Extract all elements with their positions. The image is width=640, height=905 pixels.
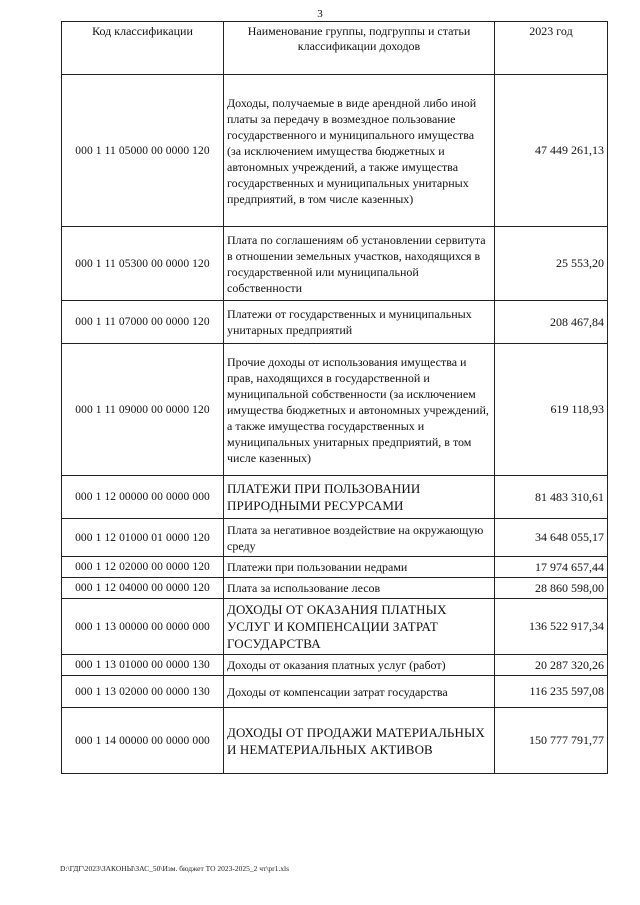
row-name: Доходы, получаемые в виде арендной либо иной платы за передачу в возмездное пользование государственного и муниципального имущества (за исключением имущества бюджетных и автономных учреждений, а также имущества государственных и муниципальных унитарных предприятий, в том числе казенных) (224, 75, 495, 227)
table-row (62, 301, 608, 344)
table-row (62, 578, 608, 599)
row-name: Плата за использование лесов (224, 578, 495, 599)
file-path-footer: D:\ГДГ\2023\ЗАКОНЫ\ЗАС_50\Изм. бюджет ТО 2023-2025_2 чт\pr1.xls (60, 864, 290, 873)
row-code: 000 1 12 02000 00 0000 120 (62, 557, 224, 578)
row-amount: 208 467,84 (495, 301, 608, 344)
row-name: Платежи при пользовании недрами (224, 557, 495, 578)
row-code: 000 1 12 04000 00 0000 120 (62, 578, 224, 599)
revenue-table (61, 21, 608, 774)
row-code: 000 1 13 01000 00 0000 130 (62, 655, 224, 676)
row-name: Прочие доходы от использования имущества и прав, находящихся в государственной и муниципальной собственности (за исключением имущества бюджетных и автономных учреждений, а также имущества государственных и муниципальных унитарных предприятий, в том числе казенных) (224, 344, 495, 476)
row-name: Доходы от оказания платных услуг (работ) (224, 655, 495, 676)
table-header-row (62, 22, 608, 75)
row-amount: 81 483 310,61 (495, 476, 608, 519)
row-code: 000 1 11 05300 00 0000 120 (62, 227, 224, 301)
header-code: Код классификации (62, 22, 224, 75)
table-row (62, 227, 608, 301)
row-amount: 116 235 597,08 (495, 676, 608, 708)
table-row (62, 75, 608, 227)
row-amount: 28 860 598,00 (495, 578, 608, 599)
page-number: 3 (317, 8, 323, 20)
row-name: Доходы от компенсации затрат государства (224, 676, 495, 708)
table-row (62, 655, 608, 676)
row-code: 000 1 13 00000 00 0000 000 (62, 599, 224, 655)
row-name: ПЛАТЕЖИ ПРИ ПОЛЬЗОВАНИИ ПРИРОДНЫМИ РЕСУРСАМИ (224, 476, 495, 519)
row-name: ДОХОДЫ ОТ ОКАЗАНИЯ ПЛАТНЫХ УСЛУГ И КОМПЕНСАЦИИ ЗАТРАТ ГОСУДАРСТВА (224, 599, 495, 655)
row-amount: 619 118,93 (495, 344, 608, 476)
row-amount: 34 648 055,17 (495, 519, 608, 557)
row-amount: 150 777 791,77 (495, 708, 608, 774)
row-amount: 20 287 320,26 (495, 655, 608, 676)
row-amount: 136 522 917,34 (495, 599, 608, 655)
row-amount: 25 553,20 (495, 227, 608, 301)
row-name: Плата по соглашениям об установлении сервитута в отношении земельных участков, находящихся в государственной или муниципальной собственности (224, 227, 495, 301)
row-name: Плата за негативное воздействие на окружающую среду (224, 519, 495, 557)
table-row (62, 476, 608, 519)
row-code: 000 1 12 01000 01 0000 120 (62, 519, 224, 557)
row-name: Платежи от государственных и муниципальных унитарных предприятий (224, 301, 495, 344)
table-row (62, 557, 608, 578)
row-amount: 47 449 261,13 (495, 75, 608, 227)
row-code: 000 1 13 02000 00 0000 130 (62, 676, 224, 708)
table-row (62, 344, 608, 476)
header-year: 2023 год (495, 22, 608, 75)
row-name: ДОХОДЫ ОТ ПРОДАЖИ МАТЕРИАЛЬНЫХ И НЕМАТЕРИАЛЬНЫХ АКТИВОВ (224, 708, 495, 774)
row-amount: 17 974 657,44 (495, 557, 608, 578)
row-code: 000 1 14 00000 00 0000 000 (62, 708, 224, 774)
table-row (62, 599, 608, 655)
row-code: 000 1 12 00000 00 0000 000 (62, 476, 224, 519)
table-row (62, 676, 608, 708)
table-row (62, 708, 608, 774)
row-code: 000 1 11 07000 00 0000 120 (62, 301, 224, 344)
table-row (62, 519, 608, 557)
header-name: Наименование группы, подгруппы и статьи классификации доходов (224, 22, 495, 75)
row-code: 000 1 11 09000 00 0000 120 (62, 344, 224, 476)
row-code: 000 1 11 05000 00 0000 120 (62, 75, 224, 227)
